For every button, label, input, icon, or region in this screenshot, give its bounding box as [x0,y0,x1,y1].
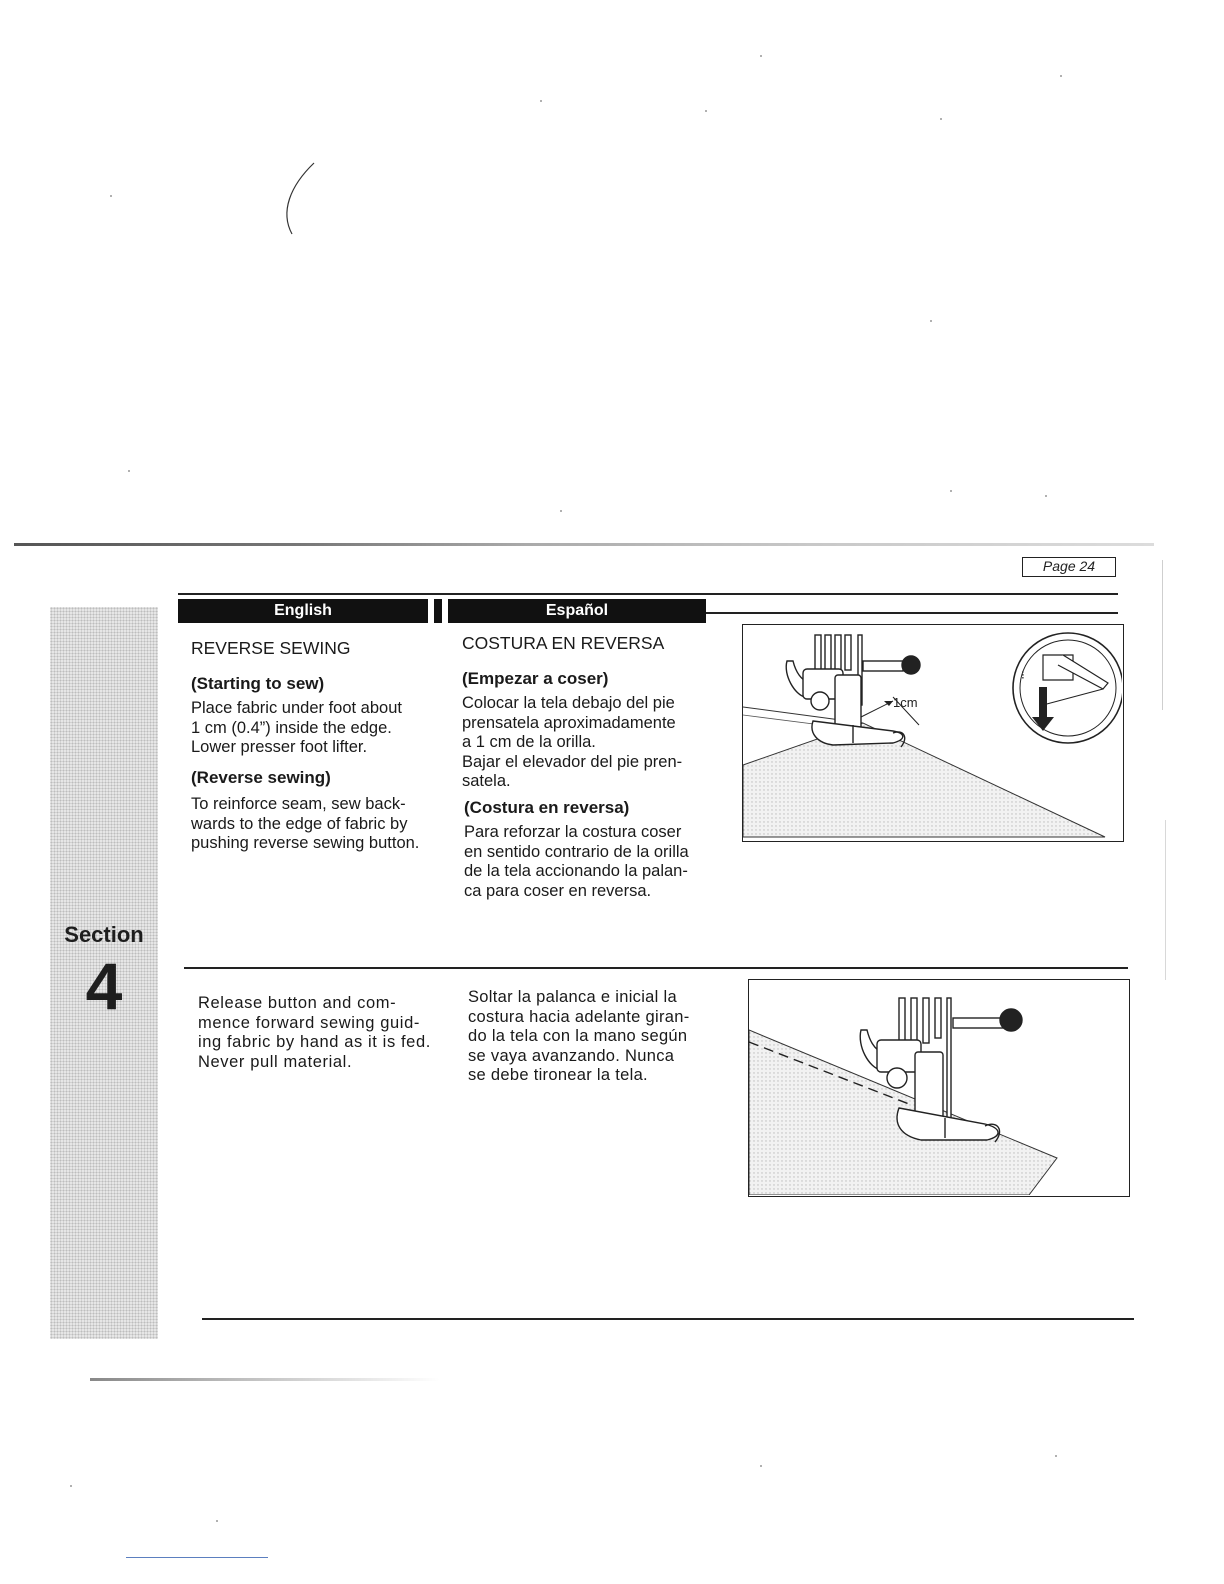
figure-1-illustration [743,625,1122,840]
scan-right-edge-lower [1165,820,1166,980]
english-starting-heading: (Starting to sew) [191,674,325,693]
svg-text:⁝: ⁝ [1021,668,1025,682]
spanish-release-text: Soltar la palanca e inicial la costura hacia adelante giran- do la tela con la mano según se vaya avanzando. Nunca se debe tironear la tela. [468,988,690,1084]
spanish-header: Español [448,599,706,623]
presser-foot-drawing [786,635,920,747]
spanish-title: COSTURA EN REVERSA [462,633,665,653]
english-title: REVERSE SEWING [191,638,351,658]
english-reverse-heading: (Reverse sewing) [191,768,331,787]
scan-bottom-marks [90,1378,440,1381]
english-release-text: Release button and com- mence forward sewing guid- ing fabric by hand as it is fed. Never pull material. [198,994,431,1071]
header-right-rule [706,612,1118,614]
figure-forward-sewing [748,979,1130,1197]
figure-presser-foot-reverse [742,624,1124,842]
page-number: Page 24 [1022,557,1116,577]
spanish-reverse-text: Para reforzar la costura coser en sentido contrario de la orilla de la tela accionando la palan- ca para coser en reversa. [464,823,689,900]
spanish-starting-text: Colocar la tela debajo del pie prensatela aproximadamente a 1 cm de la orilla. Bajar el elevador del pie pren- satela. [462,694,683,790]
english-header: English [178,599,428,623]
section-number: 4 [85,949,123,1023]
english-reverse-text: To reinforce seam, sew back- wards to the edge of fabric by pushing reverse sewing button. [191,795,420,852]
scan-top-rule [14,543,1154,546]
top-rule [178,593,1118,595]
scan-mark [276,160,326,240]
scan-bottom-line [126,1557,268,1558]
english-starting-text: Place fabric under foot about 1 cm (0.4”) inside the edge. Lower presser foot lifter. [191,699,402,756]
header-divider [434,599,442,623]
scan-right-edge [1162,560,1163,710]
section-label: Section [64,922,144,947]
middle-rule [184,967,1128,969]
spanish-starting-heading: (Empezar a coser) [462,669,609,688]
bottom-rule [202,1318,1134,1320]
spanish-reverse-heading: (Costura en reversa) [464,798,630,817]
reverse-lever-inset [1013,633,1122,743]
measure-label: 1cm [893,695,918,710]
figure-2-illustration [749,980,1128,1195]
